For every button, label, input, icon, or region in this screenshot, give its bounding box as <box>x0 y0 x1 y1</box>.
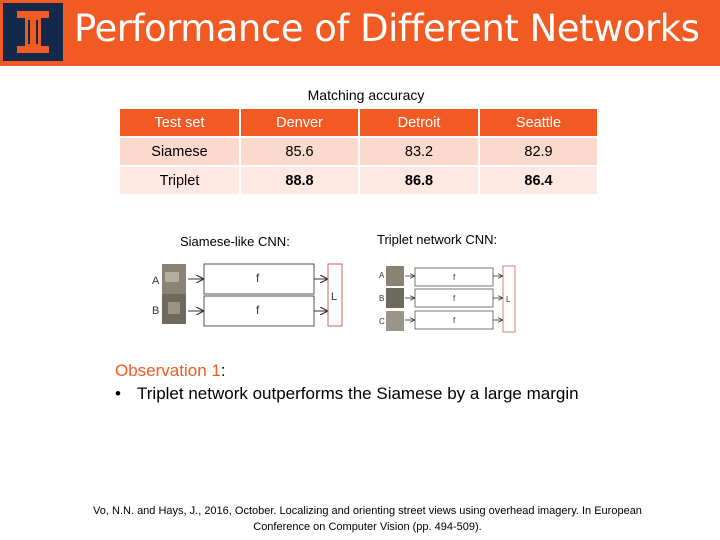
results-table <box>120 109 599 196</box>
input-c-label: C <box>379 317 385 326</box>
table-row <box>120 166 598 195</box>
observation-colon: : <box>220 361 226 380</box>
cell-triplet-detroit: 86.8 <box>359 166 479 195</box>
header-denver: Denver <box>240 109 359 137</box>
observation-heading: Observation 1 <box>115 361 221 380</box>
branch-top-label: f <box>256 271 260 285</box>
cell-siamese-denver: 85.6 <box>240 137 359 166</box>
title-bar <box>0 0 720 66</box>
citation <box>40 503 695 535</box>
branch-3-label: f <box>453 316 456 325</box>
input-a-label: A <box>379 271 385 280</box>
observation-block <box>115 361 579 404</box>
triplet-diagram-label: Triplet network CNN: <box>377 232 498 247</box>
header-detroit: Detroit <box>359 109 479 137</box>
slide-title: Performance of Different Networks <box>74 7 700 50</box>
branch-2-label: f <box>453 294 456 303</box>
input-b-image <box>386 288 404 308</box>
cell-triplet-seattle: 86.4 <box>479 166 598 195</box>
university-logo-icon <box>3 3 63 61</box>
bullet-icon: • <box>115 384 121 403</box>
row-label-siamese: Siamese <box>120 137 240 166</box>
table-row <box>120 137 598 166</box>
cell-siamese-detroit: 83.2 <box>359 137 479 166</box>
observation-bullet <box>115 384 579 404</box>
table-header-row <box>120 109 598 137</box>
observation-bullet-text: Triplet network outperforms the Siamese by a large margin <box>137 384 579 403</box>
triplet-diagram <box>375 262 521 334</box>
branch-bottom-label: f <box>256 303 260 317</box>
input-c-image <box>386 311 404 331</box>
loss-label: L <box>331 291 338 303</box>
citation-line-2: Conference on Computer Vision (pp. 494-509). <box>253 521 482 533</box>
input-b-label: B <box>379 294 385 303</box>
input-a-label: A <box>152 275 160 287</box>
cell-triplet-denver: 88.8 <box>240 166 359 195</box>
row-label-triplet: Triplet <box>120 166 240 195</box>
citation-line-1: Vo, N.N. and Hays, J., 2016, October. Localizing and orienting street views using overhead imagery. In European <box>93 505 642 517</box>
cell-siamese-seattle: 82.9 <box>479 137 598 166</box>
table-caption: Matching accuracy <box>307 87 425 103</box>
header-seattle: Seattle <box>479 109 598 137</box>
header-test-set: Test set <box>120 109 240 137</box>
branch-1-label: f <box>453 273 456 282</box>
loss-label: L <box>506 295 511 304</box>
input-b-label: B <box>152 305 160 317</box>
input-a-image <box>386 266 404 286</box>
siamese-diagram <box>148 258 348 330</box>
siamese-diagram-label: Siamese-like CNN: <box>180 234 290 249</box>
